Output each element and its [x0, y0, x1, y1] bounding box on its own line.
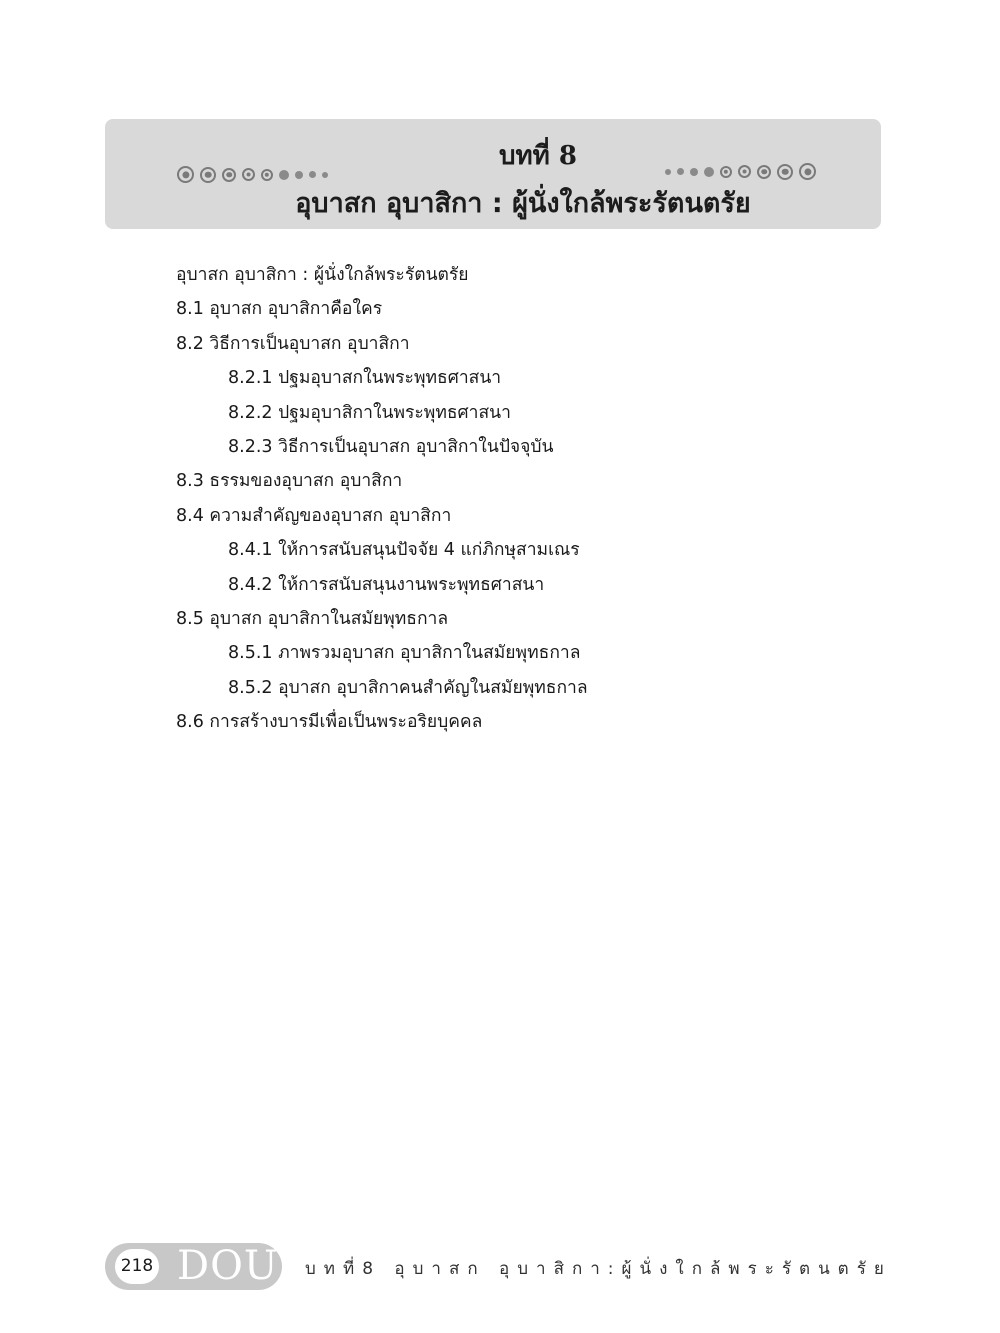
toc-section: อุบาสก อุบาสิกา : ผู้นั่งใกล้พระรัตนตรัย [176, 265, 469, 285]
toc-subsection: 8.4.2 ให้การสนับสนุนงานพระพุทธศาสนา [228, 574, 545, 595]
toc-section: 8.5 อุบาสก อุบาสิกาในสมัยพุทธกาล [176, 609, 449, 630]
dou-logo: DOU [177, 1243, 279, 1289]
running-title: บทที่8 อุบาสก อุบาสิกา:ผู้นั่งใกล้พระรัตนตรัย [305, 1259, 892, 1279]
toc-subsection: 8.5.1 ภาพรวมอุบาสก อุบาสิกาในสมัยพุทธกาล [228, 643, 581, 664]
toc-subsection: 8.2.2 ปฐมอุบาสิกาในพระพุทธศาสนา [228, 402, 511, 423]
chapter-header-banner [105, 119, 881, 229]
table-of-contents [176, 258, 876, 740]
toc-subsection: 8.4.1 ให้การสนับสนุนปัจจัย 4 แก่ภิกษุสามเณร [228, 540, 580, 561]
toc-subsection: 8.2.3 วิธีการเป็นอุบาสก อุบาสิกาในปัจจุบัน [228, 437, 554, 458]
toc-section: 8.2 วิธีการเป็นอุบาสก อุบาสิกา [176, 333, 410, 354]
toc-subsection: 8.2.1 ปฐมอุบาสกในพระพุทธศาสนา [228, 368, 502, 389]
chapter-title: อุบาสก อุบาสิกา : ผู้นั่งใกล้พระรัตนตรัย [295, 188, 751, 219]
page-number: 218 [115, 1249, 159, 1284]
footer-badge [105, 1243, 282, 1290]
toc-section: 8.3 ธรรมของอุบาสก อุบาสิกา [176, 471, 403, 492]
toc-section: 8.6 การสร้างบารมีเพื่อเป็นพระอริยบุคคล [176, 712, 483, 733]
toc-section: 8.4 ความสำคัญของอุบาสก อุบาสิกา [176, 505, 452, 526]
chapter-label: บทที่ 8 [499, 141, 577, 171]
toc-subsection: 8.5.2 อุบาสก อุบาสิกาคนสำคัญในสมัยพุทธกาล [228, 677, 588, 698]
toc-section: 8.1 อุบาสก อุบาสิกาคือใคร [176, 299, 383, 320]
